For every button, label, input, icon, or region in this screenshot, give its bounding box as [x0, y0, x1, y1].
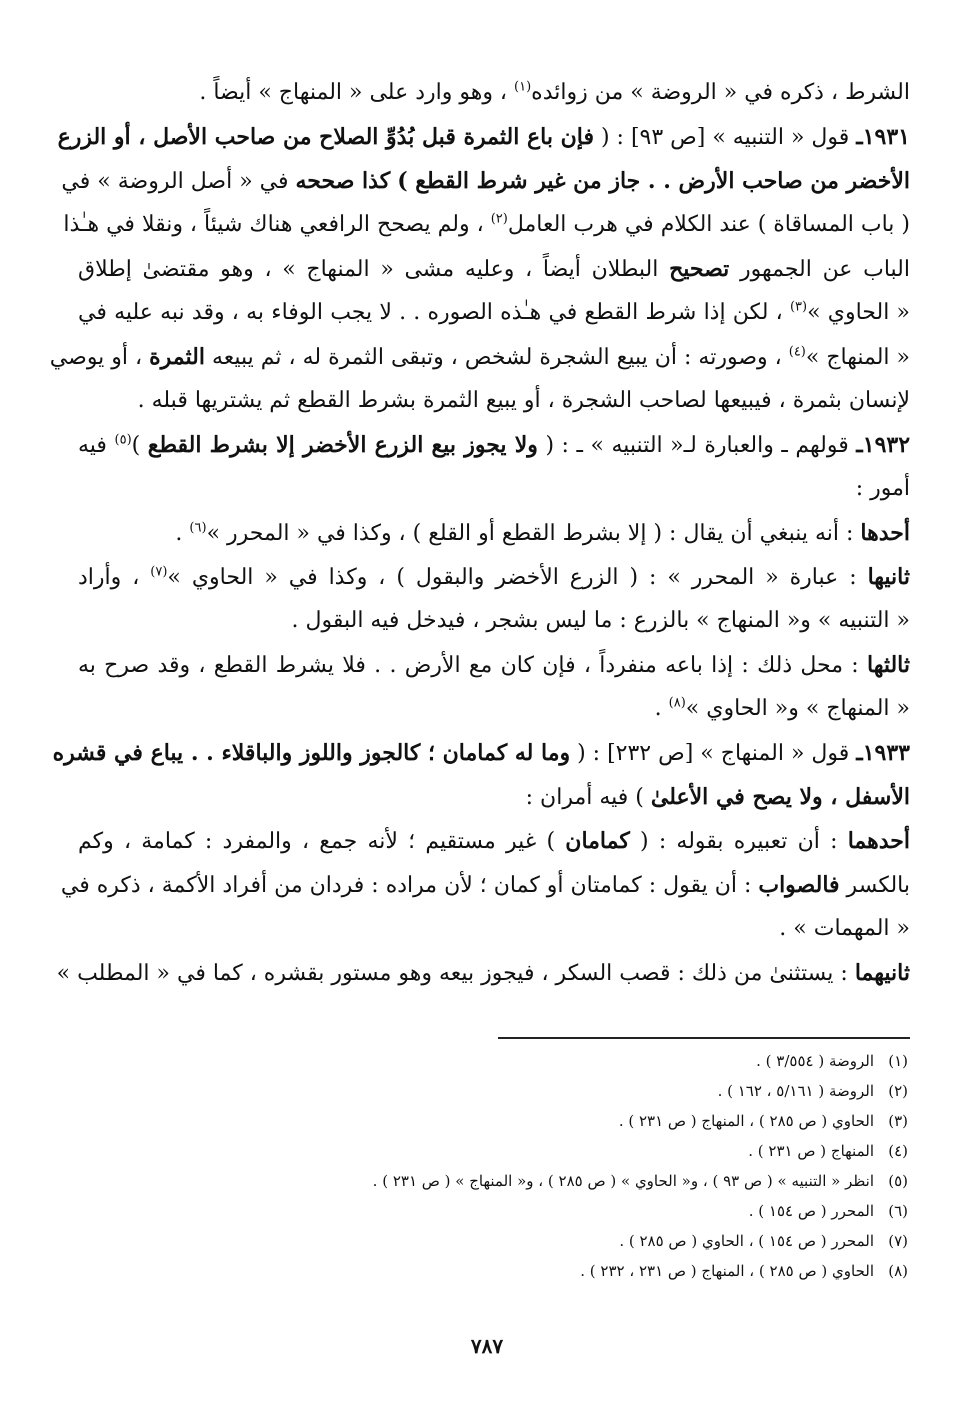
text-line	[78, 298, 910, 328]
footnote-item	[268, 1076, 908, 1106]
text-run: « الحاوي »	[807, 300, 910, 325]
text-run: « المنهاج » و« الحاوي »	[685, 696, 910, 721]
footnote-number: (٣)	[888, 1112, 908, 1130]
footnote-item	[268, 1046, 908, 1076]
footnote-text: المحرر ( ص ١٥٤ ) .	[748, 1202, 874, 1220]
text-run: بالكسر	[839, 873, 910, 898]
footnotes	[268, 1046, 908, 1286]
footnote-ref: (٨)	[668, 695, 686, 711]
text-run: ) غير مستقيم ؛ لأنه جمع ، والمفرد : كمامة ، وكم	[78, 829, 566, 854]
footnote-ref: (٥)	[114, 432, 132, 448]
text-line	[61, 166, 910, 196]
text-line	[78, 474, 910, 504]
bold-text: ثانيهما	[854, 960, 910, 986]
footnote-item	[268, 1256, 908, 1286]
text-run: « التنبيه » و« المنهاج » بالزرع : ما ليس بشجر ، فيدخل فيه البقول .	[291, 608, 910, 633]
footnote-number: (٦)	[888, 1202, 908, 1220]
text-run: قول « المنهاج » [ص ٢٣٢] : (	[570, 741, 857, 766]
text-run: : أن يقول : كمامتان أو كمان ؛ لأن مراده : فردان من أفراد الأكمة ، ذكره في	[60, 873, 759, 898]
text-run: .	[654, 696, 669, 721]
text-run: البطلان أيضاً ، وعليه مشى « المنهاج » ، وهو مقتضىٰ إطلاق	[78, 257, 670, 282]
footnote-text: الحاوي ( ص ٢٨٥ ) ، المنهاج ( ص ٢٣١ ) .	[618, 1112, 874, 1130]
text-line	[60, 870, 910, 900]
text-line	[78, 78, 910, 108]
text-line	[78, 386, 910, 416]
bold-text: الثمرة	[149, 344, 205, 370]
footnote-item	[268, 1196, 908, 1226]
footnote-number: (٥)	[888, 1172, 908, 1190]
text-run: : أنه ينبغي أن يقال : ( إلا بشرط القطع أو القلع ) ، وكذا في « المحرر »	[206, 521, 861, 546]
text-run: في « أصل الروضة » في	[61, 169, 296, 194]
bold-text: أحدهما	[847, 828, 911, 854]
footnote-text: انظر « التنبيه » ( ص ٩٣ ) ، و« الحاوي » ( ص ٢٨٥ ) ، و« المنهاج » ( ص ٢٣١ ) .	[372, 1172, 874, 1190]
text-run: ( باب المساقاة ) عند الكلام في هرب العامل	[507, 212, 910, 237]
text-run: قولهم ـ والعبارة لـ« التنبيه » ـ : (	[537, 433, 857, 458]
bold-text: فالصواب	[758, 872, 840, 898]
bold-text: كمامان	[565, 828, 630, 854]
text-run: لإنسان بثمرة ، فيبيعها لصاحب الشجرة ، أو يبيع الثمرة بشرط القطع ثم يشتريها قبله .	[137, 388, 910, 413]
text-run: )	[131, 433, 148, 458]
text-run: أمور :	[855, 476, 910, 501]
text-run: فيه	[78, 433, 115, 458]
page-number: ٧٨٧	[470, 1334, 504, 1358]
footnote-text: الروضة ( ٣/٥٥٤ ) .	[756, 1052, 874, 1070]
text-run: ، وصورته : أن يبيع الشجرة لشخص ، وتبقى الثمرة له ، ثم يبيعه	[204, 345, 789, 370]
footnote-divider	[498, 1037, 910, 1039]
text-run: ، وأراد	[78, 565, 151, 590]
bold-text: أحدها	[860, 520, 910, 546]
bold-text: كذا صححه	[295, 168, 391, 194]
bold-text: تصحيح	[669, 256, 730, 282]
footnote-item	[268, 1106, 908, 1136]
footnote-ref: (٤)	[788, 344, 806, 360]
bold-text: الأسفل ، ولا يصح في الأعلىٰ	[650, 784, 910, 810]
footnote-ref: (٧)	[150, 564, 168, 580]
text-run: ، وهو وارد على « المنهاج » أيضاً .	[199, 80, 515, 105]
bold-text: وما له كمامان ؛ كالجوز واللوز والباقلاء . . يباع في قشره	[52, 740, 571, 766]
text-line	[78, 562, 910, 592]
text-run: ، ولم يصحح الرافعي هناك شيئاً ، ونقلا في هـٰذا	[63, 212, 491, 237]
footnote-number: (٢)	[888, 1082, 908, 1100]
text-run: : محل ذلك : إذا باعه منفرداً ، فإن كان مع الأرض . . فلا يشرط القطع ، وقد صرح به	[78, 653, 867, 678]
text-line	[78, 694, 910, 724]
footnote-text: المنهاج ( ص ٢٣١ ) .	[748, 1142, 874, 1160]
footnote-ref: (٦)	[189, 520, 207, 536]
footnote-ref: (١)	[514, 79, 532, 95]
text-line	[78, 430, 910, 460]
footnote-text: الحاوي ( ص ٢٨٥ ) ، المنهاج ( ص ٢٣١ ، ٢٣٢ ) .	[580, 1262, 874, 1280]
text-run: الباب عن الجمهور	[729, 257, 910, 282]
text-run: ، لكن إذا شرط القطع في هـٰذه الصوره . . لا يجب الوفاء به ، وقد نبه عليه في	[78, 300, 790, 325]
bold-text: ١٩٣١ـ	[856, 124, 910, 150]
bold-text: ١٩٣٣ـ	[856, 740, 910, 766]
text-run: « المهمات » .	[779, 916, 910, 941]
bold-text: ولا يجوز بيع الزرع الأخضر إلا بشرط القطع	[147, 432, 538, 458]
text-line	[49, 342, 910, 372]
text-run: : عبارة « المحرر » : ( الزرع الأخضر والبقول ) ، وكذا في « الحاوي »	[167, 565, 868, 590]
text-line	[63, 210, 910, 240]
page-body	[49, 78, 911, 1002]
text-run: « المنهاج »	[805, 345, 910, 370]
text-line	[78, 254, 910, 284]
text-run: الشرط ، ذكره في « الروضة » من زوائده	[531, 80, 910, 105]
footnote-ref: (٢)	[490, 211, 508, 227]
text-line	[56, 958, 910, 988]
footnote-ref: (٣)	[789, 299, 808, 315]
footnote-text: المحرر ( ص ١٥٤ ) ، الحاوي ( ص ٢٨٥ ) .	[619, 1232, 874, 1250]
footnote-item	[268, 1226, 908, 1256]
text-line	[78, 650, 910, 680]
text-line	[78, 826, 910, 856]
footnote-item	[268, 1166, 908, 1196]
text-run: .	[175, 521, 190, 546]
text-run: : يستثنىٰ من ذلك : قصب السكر ، فيجوز بيعه وهو مستور بقشره ، كما في « المطلب »	[56, 961, 855, 986]
text-line	[52, 738, 910, 768]
text-line	[78, 782, 910, 812]
bold-text: فإن باع الثمرة قبل بُدُوِّ الصلاح من صاحب الأصل ، أو الزرع	[57, 124, 594, 150]
text-run: قول « التنبيه » [ص ٩٣] : (	[593, 125, 857, 150]
text-line	[57, 122, 910, 152]
footnote-number: (٧)	[888, 1232, 908, 1250]
bold-text: ثالثها	[866, 652, 910, 678]
text-run: : أن تعبيره بقوله : (	[629, 829, 848, 854]
bold-text: ثانيها	[867, 564, 911, 590]
footnote-text: الروضة ( ٥/١٦١ ، ١٦٢ ) .	[717, 1082, 874, 1100]
footnote-number: (١)	[888, 1052, 908, 1070]
footnote-number: (٨)	[888, 1262, 908, 1280]
bold-text: ١٩٣٢ـ	[856, 432, 911, 458]
text-line	[78, 518, 910, 548]
text-line	[78, 606, 910, 636]
footnote-number: (٤)	[888, 1142, 908, 1160]
text-run: ، أو يوصي	[49, 345, 150, 370]
text-run: ) فيه أمران :	[525, 785, 651, 810]
footnote-item	[268, 1136, 908, 1166]
text-line	[78, 914, 910, 944]
bold-text: الأخضر من صاحب الأرض . . جاز من غير شرط القطع )	[397, 168, 910, 194]
